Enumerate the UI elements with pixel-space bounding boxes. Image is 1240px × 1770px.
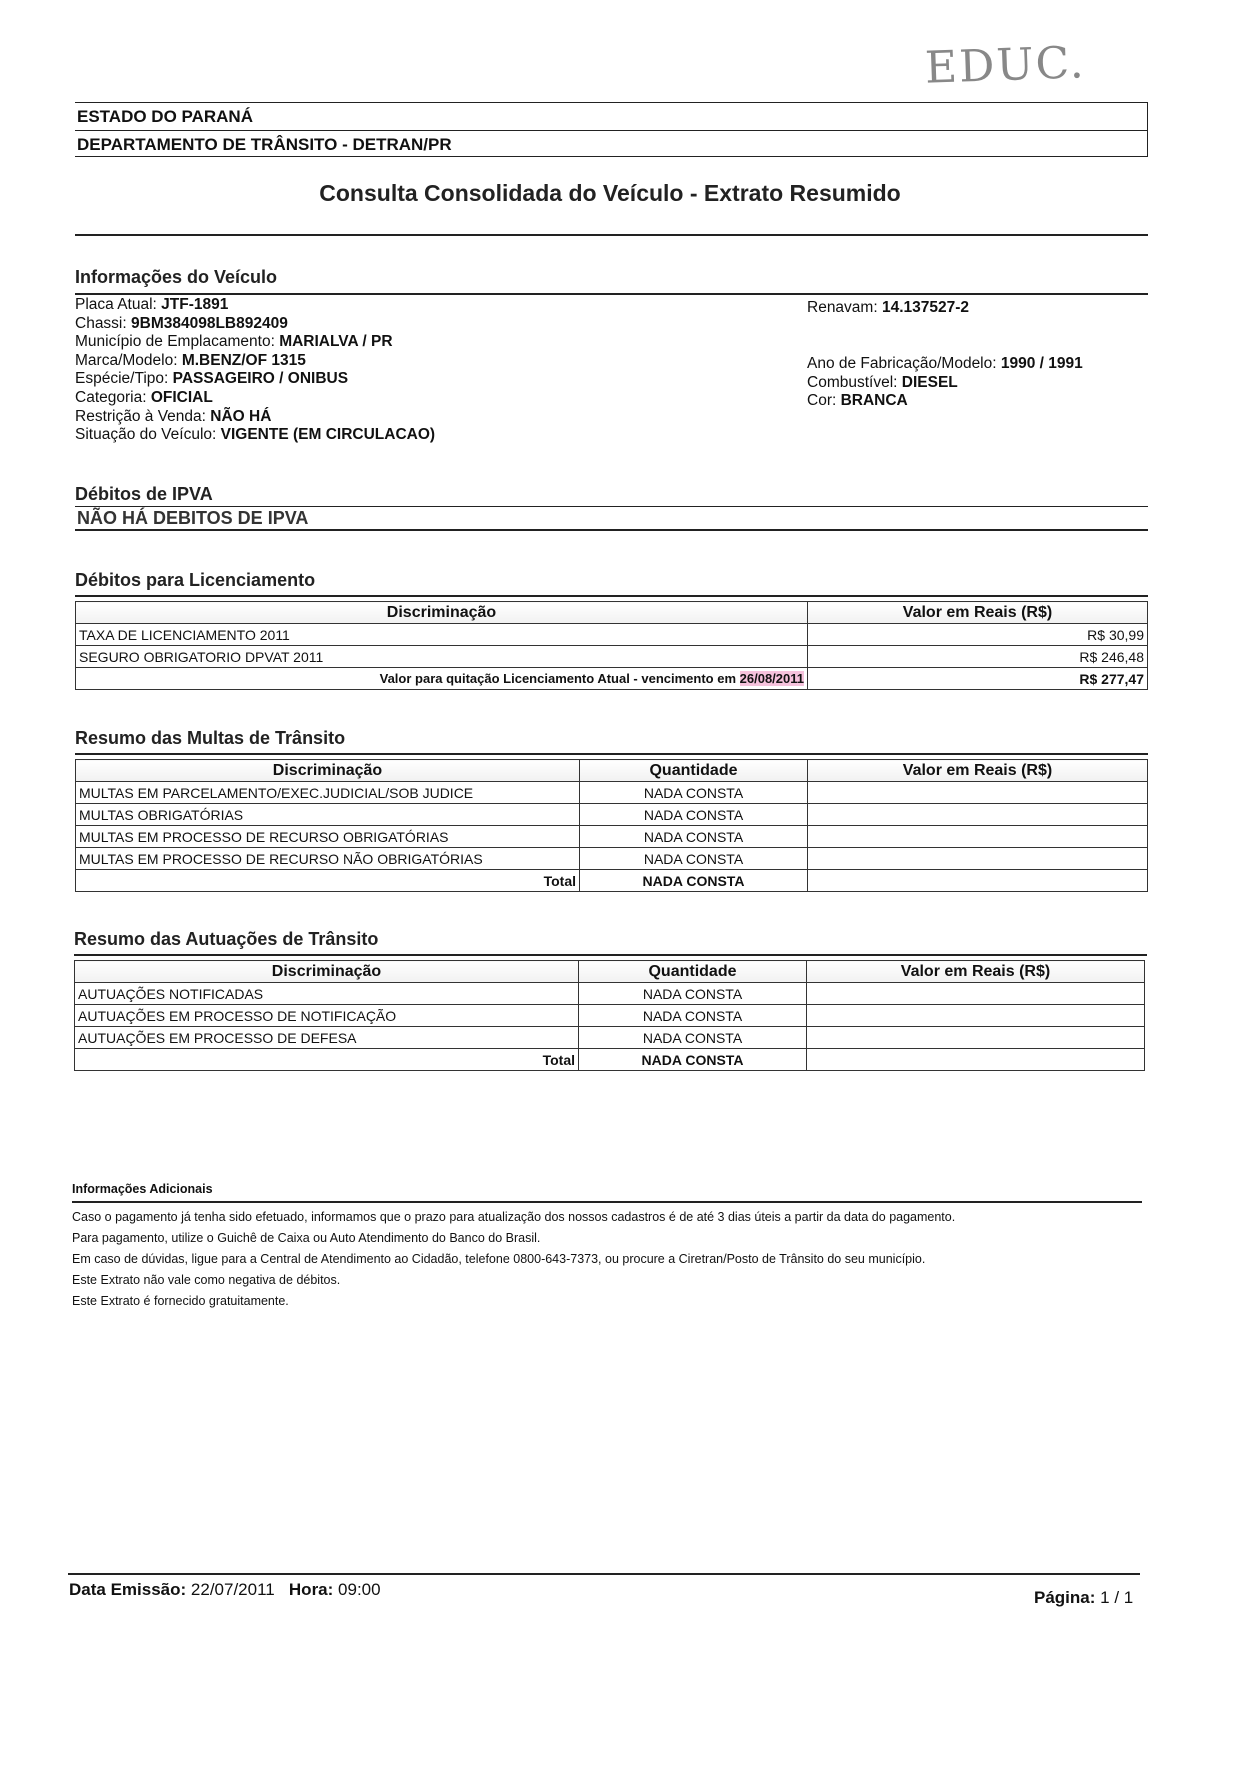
info-heading: Informações Adicionais bbox=[72, 1182, 213, 1196]
total-label: Valor para quitação Licenciamento Atual - vencimento em bbox=[379, 671, 740, 686]
value-cell bbox=[808, 870, 1148, 892]
total-label: Total bbox=[76, 870, 580, 892]
total-label: Total bbox=[75, 1049, 579, 1071]
licenciamento-table bbox=[75, 601, 1148, 690]
footer-divider bbox=[68, 1573, 1140, 1575]
vehicle-field bbox=[75, 296, 435, 315]
desc-cell: MULTAS OBRIGATÓRIAS bbox=[76, 804, 580, 826]
vehicle-field bbox=[75, 352, 435, 371]
field-label: Combustível: bbox=[807, 373, 902, 391]
info-line: Em caso de dúvidas, ligue para a Central de Atendimento ao Cidadão, telefone 0800-643-7373, ou procure a Ciretran/Posto de Trânsito do seu município. bbox=[72, 1252, 926, 1266]
renavam-field bbox=[807, 299, 969, 318]
autuacoes-table bbox=[74, 960, 1145, 1071]
total-label-cell bbox=[76, 668, 808, 690]
vehicle-field bbox=[75, 315, 435, 334]
value-cell bbox=[807, 983, 1145, 1005]
value-cell bbox=[807, 1005, 1145, 1027]
desc-cell: TAXA DE LICENCIAMENTO 2011 bbox=[76, 624, 808, 646]
desc-cell: AUTUAÇÕES EM PROCESSO DE NOTIFICAÇÃO bbox=[75, 1005, 579, 1027]
divider bbox=[74, 954, 1147, 956]
licenciamento-heading: Débitos para Licenciamento bbox=[75, 570, 316, 590]
value-cell bbox=[807, 1027, 1145, 1049]
total-row bbox=[76, 668, 1148, 690]
vehicle-field bbox=[75, 408, 435, 427]
field-value: PASSAGEIRO / ONIBUS bbox=[172, 370, 349, 388]
qty-cell: NADA CONSTA bbox=[579, 983, 807, 1005]
total-value: R$ 277,47 bbox=[808, 668, 1148, 690]
divider bbox=[75, 753, 1148, 755]
value-cell bbox=[808, 804, 1148, 826]
divider bbox=[75, 293, 1148, 295]
table-row bbox=[76, 782, 1148, 804]
vehicle-heading: Informações do Veículo bbox=[75, 267, 278, 287]
field-label: Ano de Fabricação/Modelo: bbox=[807, 355, 1001, 372]
total-row bbox=[75, 1049, 1145, 1071]
col-valor: Valor em Reais (R$) bbox=[807, 961, 1145, 983]
info-line: Este Extrato não vale como negativa de débitos. bbox=[72, 1273, 341, 1287]
value-cell bbox=[808, 826, 1148, 848]
col-discriminacao: Discriminação bbox=[76, 760, 580, 782]
info-line: Caso o pagamento já tenha sido efetuado, informamos que o prazo para atualização dos nossos cadastros é de até 3 dias úteis a partir da data do pagamento. bbox=[72, 1210, 956, 1224]
page-value: 1 / 1 bbox=[1100, 1588, 1134, 1607]
field-label: Placa Atual: bbox=[75, 296, 162, 313]
qty-cell: NADA CONSTA bbox=[579, 1005, 807, 1027]
total-qty: NADA CONSTA bbox=[579, 1049, 807, 1071]
qty-cell: NADA CONSTA bbox=[580, 804, 808, 826]
field-value: DIESEL bbox=[901, 373, 958, 391]
field-value: OFICIAL bbox=[150, 388, 213, 406]
vehicle-field bbox=[75, 426, 435, 445]
field-label: Situação do Veículo: bbox=[75, 426, 221, 444]
col-discriminacao: Discriminação bbox=[75, 961, 579, 983]
value-cell bbox=[808, 782, 1148, 804]
table-row bbox=[76, 624, 1148, 646]
qty-cell: NADA CONSTA bbox=[579, 1027, 807, 1049]
vehicle-field bbox=[807, 374, 1083, 393]
value-cell bbox=[808, 848, 1148, 870]
divider bbox=[72, 1201, 1142, 1203]
desc-cell: MULTAS EM PROCESSO DE RECURSO NÃO OBRIGATÓRIAS bbox=[76, 848, 580, 870]
field-value: M.BENZ/OF 1315 bbox=[181, 351, 306, 369]
vehicle-field bbox=[75, 333, 435, 352]
desc-cell: SEGURO OBRIGATORIO DPVAT 2011 bbox=[76, 646, 808, 668]
emission-info bbox=[69, 1580, 381, 1600]
col-quantidade: Quantidade bbox=[580, 760, 808, 782]
vehicle-fields-left bbox=[75, 296, 435, 445]
qty-cell: NADA CONSTA bbox=[580, 848, 808, 870]
table-row bbox=[75, 1005, 1145, 1027]
table-row bbox=[75, 983, 1145, 1005]
field-label: Município de Emplacamento: bbox=[75, 333, 280, 351]
field-label: Cor: bbox=[807, 392, 841, 410]
desc-cell: MULTAS EM PARCELAMENTO/EXEC.JUDICIAL/SOB JUDICE bbox=[76, 782, 580, 804]
hora-label: Hora: bbox=[288, 1580, 334, 1599]
field-label: Chassi: bbox=[75, 314, 131, 332]
qty-cell: NADA CONSTA bbox=[580, 782, 808, 804]
vehicle-field bbox=[807, 392, 1083, 411]
field-label: Restrição à Venda: bbox=[75, 407, 211, 425]
header-department: DEPARTAMENTO DE TRÂNSITO - DETRAN/PR bbox=[77, 135, 452, 154]
field-label: Categoria: bbox=[75, 388, 151, 406]
field-value: VIGENTE (EM CIRCULACAO) bbox=[220, 426, 436, 444]
table-row bbox=[76, 646, 1148, 668]
field-value: 9BM384098LB892409 bbox=[131, 314, 288, 332]
field-label: Marca/Modelo: bbox=[75, 351, 182, 369]
label: Renavam: bbox=[807, 299, 882, 316]
data-label: Data Emissão: bbox=[69, 1580, 187, 1599]
due-date: 26/08/2011 bbox=[739, 671, 804, 686]
field-value: NÃO HÁ bbox=[210, 407, 272, 425]
col-valor: Valor em Reais (R$) bbox=[808, 760, 1148, 782]
desc-cell: AUTUAÇÕES EM PROCESSO DE DEFESA bbox=[75, 1027, 579, 1049]
multas-heading: Resumo das Multas de Trânsito bbox=[75, 728, 346, 748]
total-qty: NADA CONSTA bbox=[580, 870, 808, 892]
col-valor: Valor em Reais (R$) bbox=[808, 602, 1148, 624]
info-line: Este Extrato é fornecido gratuitamente. bbox=[72, 1294, 289, 1308]
vehicle-field bbox=[807, 355, 1083, 374]
vehicle-field bbox=[75, 389, 435, 408]
header-state: ESTADO DO PARANÁ bbox=[75, 103, 1147, 131]
value-cell: R$ 30,99 bbox=[808, 624, 1148, 646]
document-header bbox=[75, 102, 1148, 157]
autuacoes-heading: Resumo das Autuações de Trânsito bbox=[74, 929, 379, 949]
value-cell bbox=[807, 1049, 1145, 1071]
divider bbox=[75, 595, 1148, 597]
emission-time: 09:00 bbox=[338, 1580, 381, 1599]
vehicle-field bbox=[75, 370, 435, 389]
page-title: Consulta Consolidada do Veículo - Extrato Resumido bbox=[319, 180, 901, 206]
field-label: Espécie/Tipo: bbox=[75, 370, 173, 388]
ipva-status: NÃO HÁ DEBITOS DE IPVA bbox=[75, 506, 1148, 531]
divider bbox=[75, 234, 1148, 236]
table-row bbox=[76, 848, 1148, 870]
table-row bbox=[75, 1027, 1145, 1049]
field-value: JTF-1891 bbox=[161, 296, 229, 313]
table-row bbox=[76, 826, 1148, 848]
vehicle-fields-right bbox=[807, 355, 1083, 411]
qty-cell: NADA CONSTA bbox=[580, 826, 808, 848]
ipva-heading: Débitos de IPVA bbox=[75, 484, 213, 504]
total-row bbox=[76, 870, 1148, 892]
multas-table bbox=[75, 759, 1148, 892]
emission-date: 22/07/2011 bbox=[190, 1580, 275, 1599]
desc-cell: MULTAS EM PROCESSO DE RECURSO OBRIGATÓRIAS bbox=[76, 826, 580, 848]
field-value: 1990 / 1991 bbox=[1000, 355, 1083, 372]
field-value: BRANCA bbox=[840, 392, 908, 410]
value-cell: R$ 246,48 bbox=[808, 646, 1148, 668]
renavam-value: 14.137527-2 bbox=[881, 299, 970, 316]
field-value: MARIALVA / PR bbox=[279, 333, 393, 351]
pagina-label: Página: bbox=[1034, 1588, 1096, 1607]
info-lines bbox=[72, 1207, 955, 1312]
handwritten-stamp: EDUC. bbox=[924, 37, 1087, 94]
col-discriminacao: Discriminação bbox=[76, 602, 808, 624]
info-line: Para pagamento, utilize o Guichê de Caixa ou Auto Atendimento do Banco do Brasil. bbox=[72, 1231, 541, 1245]
col-quantidade: Quantidade bbox=[579, 961, 807, 983]
page-number bbox=[1034, 1588, 1133, 1608]
table-row bbox=[76, 804, 1148, 826]
desc-cell: AUTUAÇÕES NOTIFICADAS bbox=[75, 983, 579, 1005]
